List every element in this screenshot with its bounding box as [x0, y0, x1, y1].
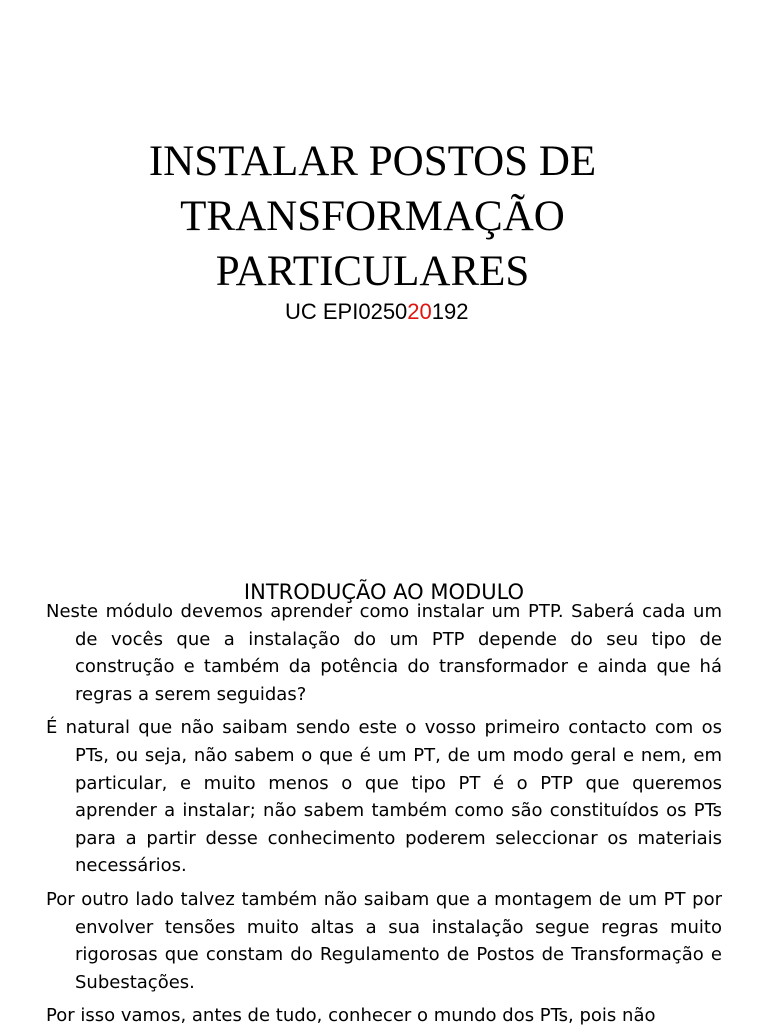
unit-code [285, 299, 469, 325]
slide-title [0, 134, 745, 299]
title-line-2: TRANSFORMAÇÃO [180, 193, 565, 240]
title-line-3: PARTICULARES [215, 248, 530, 295]
section-heading: INTRODUÇÃO AO MODULO [243, 580, 525, 604]
intro-paragraph-3: Por outro lado talvez também não saibam que a montagem de um PT por envolver tensões muito altas a sua instalação segue regras muito rigorosas que constam do Regulamento de Postos de Transformação e Subestações. [46, 888, 722, 993]
intro-paragraph-2: É natural que não saibam sendo este o vosso primeiro contacto com os PTs, ou seja, não sabem o que é um PT, de um modo geral e nem, em particular, e muito menos o que tipo PT é o PTP que queremos aprender a instalar; não sabem também como são constituídos os PTs para a partir desse conhecimento poderem seleccionar os materiais necessários. [46, 717, 722, 877]
intro-paragraph-4: Por isso vamos, antes de tudo, conhecer o mundo dos PTs, pois não [46, 1005, 656, 1027]
intro-body [46, 598, 722, 1036]
intro-paragraph-1: Neste módulo devemos aprender como instalar um PTP. Saberá cada um de vocês que a instalação do um PTP depende do seu tipo de construção e também da potência do transformador e ainda que há regras a serem seguidas? [46, 601, 722, 705]
unit-code-suffix: 192 [431, 299, 469, 324]
unit-code-highlight: 20 [407, 299, 432, 324]
title-line-1: INSTALAR POSTOS DE [148, 138, 597, 185]
unit-code-prefix: UC EPI0250 [285, 299, 408, 324]
